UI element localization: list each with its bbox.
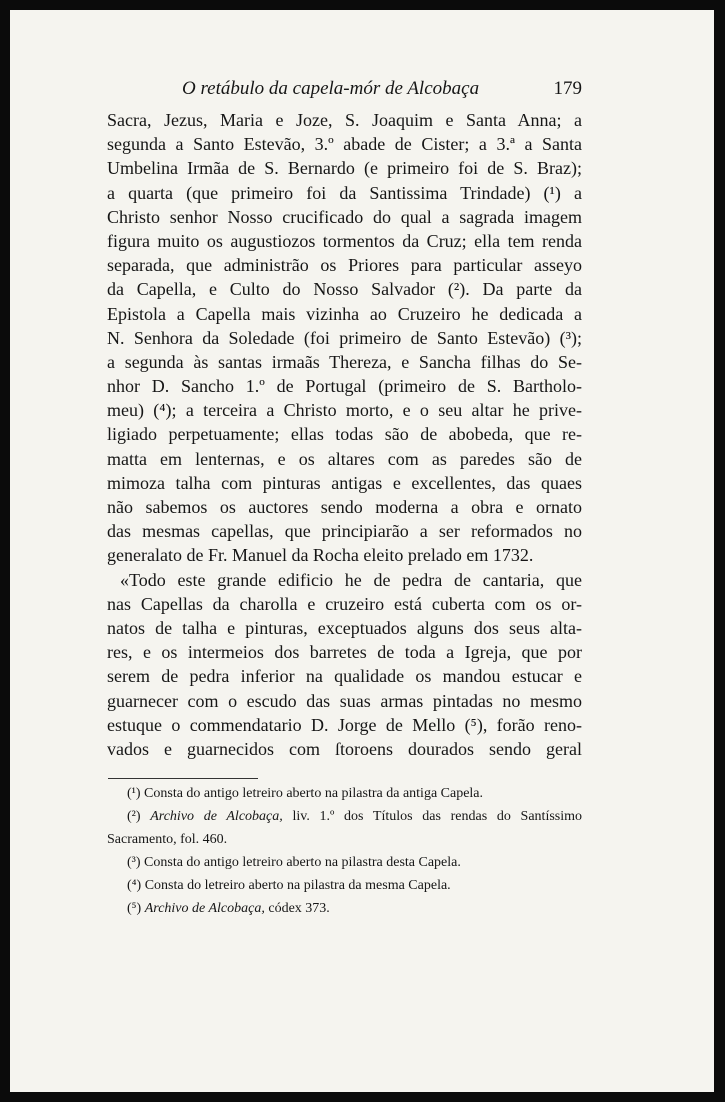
footnote-mark: (²) [127, 809, 141, 824]
running-title: O retábulo da capela-mór de Alcobaça [182, 78, 480, 99]
footnote-text: Consta do antigo letreiro aberto na pilastra desta Capela. [144, 855, 461, 870]
footnote [107, 782, 582, 805]
footnote-rule [108, 778, 258, 779]
page-number: 179 [553, 78, 582, 99]
text-line: serem de pedra inferior na qualidade os mandou estucar e [107, 666, 582, 687]
footnote-mark: (¹) [127, 786, 141, 801]
text-line: Umbelina Irmãa de S. Bernardo (e primeiro foi de S. Braz); [107, 158, 582, 179]
footnote-text: Consta do letreiro aberto na pilastra da mesma Capela. [144, 878, 451, 893]
text-line: a segunda às santas irmaãs Thereza, e Sancha filhas do Se- [107, 351, 582, 372]
text-line: nas Capellas da charolla e cruzeiro está cuberta com os or- [107, 593, 582, 614]
footnote-source: Archivo de Alcobaça, [150, 809, 283, 824]
text-line: figura muito os augustiozos tormentos da Cruz; ella tem renda [107, 230, 582, 251]
text-line: não sabemos os auctores sendo moderna a obra e ornato [107, 497, 582, 517]
text-line: meu) (⁴); a terceira a Christo morto, e o seu altar he prive- [107, 400, 582, 421]
text-line: natos de talha e pinturas, exceptuados alguns dos seus alta- [107, 617, 582, 638]
footnote-mark: (³) [127, 855, 141, 870]
footnote-text: códex 373. [268, 901, 330, 916]
text-line: das mesmas capellas, que principiarão a ser reformados no [107, 521, 582, 542]
footnote [107, 805, 582, 828]
text-line: N. Senhora da Soledade (foi primeiro de Santo Estevão) (³); [107, 327, 582, 348]
text-line: mimoza talha com pinturas antigas e excellentes, das quaes [107, 472, 582, 493]
text-line: separada, que administrão os Priores para particular asseyo [107, 255, 582, 276]
text-line: matta em lenternas, e os altares com as paredes são de [107, 448, 582, 469]
footnote [107, 874, 582, 897]
footnote [107, 897, 582, 920]
text-line: guarnecer com o escudo das suas armas pintadas no mesmo [107, 690, 582, 711]
book-page [10, 10, 714, 1092]
footnote-text: Consta do antigo letreiro aberto na pilastra da antiga Capela. [144, 786, 484, 801]
footnote-text: Sacramento, fol. 460. [107, 832, 228, 847]
footnote-continuation [107, 828, 582, 851]
footnote [107, 851, 582, 874]
text-line: ligiado perpetuamente; ellas todas são de abobeda, que re- [107, 424, 582, 445]
text-line: segunda a Santo Estevão, 3.º abade de Cister; a 3.ª a Santa [107, 134, 582, 155]
footnote-text: liv. 1.º dos Títulos das rendas do Santíssimo [292, 809, 583, 824]
text-line: Epistola a Capella mais vizinha ao Cruzeiro he dedicada a [107, 303, 582, 324]
text-line: estuque o commendatario D. Jorge de Mello (⁵), forão reno- [107, 714, 582, 735]
running-head [182, 76, 582, 102]
footnote-mark: (⁵) [127, 901, 142, 916]
text-line: nhor D. Sancho 1.º de Portugal (primeiro de S. Bartholo- [107, 376, 582, 397]
text-line: a quarta (que primeiro foi da Santissima Trindade) (¹) a [107, 182, 582, 203]
text-line: «Todo este grande edificio he de pedra de cantaria, que [120, 569, 582, 590]
body-text [107, 108, 582, 761]
text-line: Sacra, Jezus, Maria e Joze, S. Joaquim e Santa Anna; a [107, 110, 582, 130]
text-line: vados e guarnecidos com ſtoroens dourados sendo geral [107, 738, 582, 759]
text-line: da Capella, e Culto do Nosso Salvador (²). Da parte da [107, 279, 582, 300]
text-line: Christo senhor Nosso crucificado do qual a sagrada imagem [107, 206, 582, 227]
text-line: generalato de Fr. Manuel da Rocha eleito prelado em 1732. [107, 545, 534, 566]
footnotes [107, 782, 582, 920]
footnote-source: Archivo de Alcobaça, [144, 901, 265, 916]
footnote-mark: (⁴) [127, 878, 142, 893]
text-line: res, e os intermeios dos barretes de toda a Igreja, que por [107, 642, 582, 663]
